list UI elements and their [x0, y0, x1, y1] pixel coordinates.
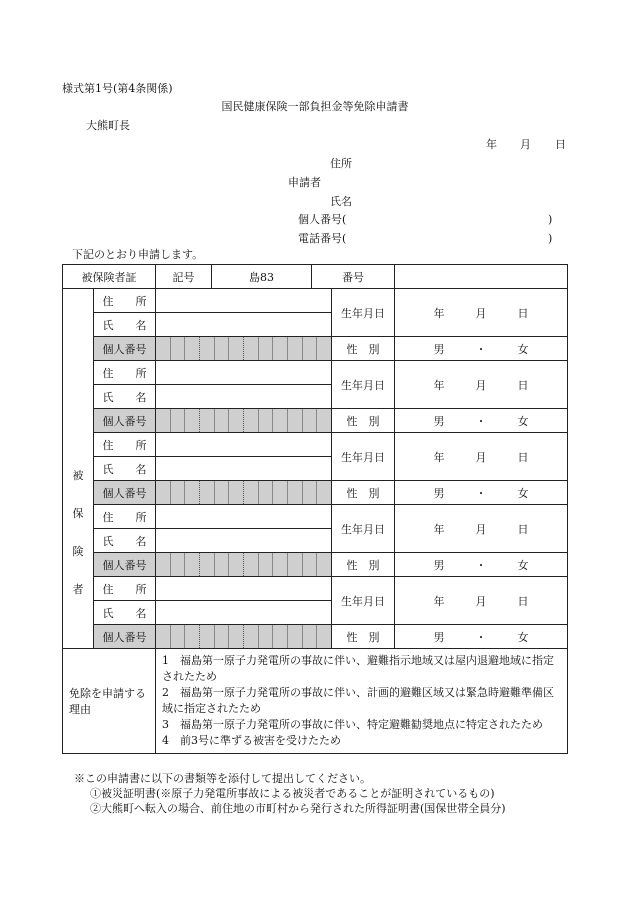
- address-label: 住 所: [94, 577, 156, 601]
- gender-label: 性 別: [332, 481, 395, 505]
- date-year-label: 年: [486, 138, 497, 151]
- birthdate-field[interactable]: 年 月 日: [395, 577, 568, 625]
- birthdate-field[interactable]: 年 月 日: [395, 505, 568, 553]
- reason-label: [63, 649, 156, 754]
- notes-main: ※この申請書に以下の書類等を添付して提出してください。: [74, 772, 371, 785]
- gender-label: 性 別: [332, 409, 395, 433]
- birthdate-field[interactable]: 年 月 日: [395, 433, 568, 481]
- personal-number-field[interactable]: [156, 337, 332, 361]
- reason-option[interactable]: 2 福島第一原子力発電所の事故に伴い、計画的避難区域又は緊急時避難準備区域に指定されたため: [162, 686, 554, 715]
- name-label: 氏 名: [94, 457, 156, 481]
- symbol-label: 記号: [156, 265, 212, 289]
- symbol-value[interactable]: 島83: [212, 265, 312, 289]
- name-field[interactable]: [156, 601, 332, 625]
- close-paren: ): [548, 232, 553, 245]
- reason-option[interactable]: 4 前3号に準ずる被害を受けたため: [162, 734, 341, 747]
- personal-number-field[interactable]: [156, 409, 332, 433]
- personal-number-field[interactable]: [156, 625, 332, 649]
- birthdate-label: 生年月日: [332, 505, 395, 553]
- address-field[interactable]: [156, 289, 332, 313]
- gender-field[interactable]: 男 ・ 女: [395, 337, 568, 361]
- reason-option[interactable]: 3 福島第一原子力発電所の事故に伴い、特定避難勧奨地点に特定されたため: [162, 718, 543, 731]
- gender-field[interactable]: 男 ・ 女: [395, 481, 568, 505]
- notes-item1: ①被災証明書(※原子力発電所事故による被災者であることが証明されているもの): [90, 787, 495, 800]
- date-month-label: 月: [520, 138, 531, 151]
- personal-number-label: 個人番号: [94, 409, 156, 433]
- applicant-address-label: 住所: [330, 157, 352, 170]
- insurance-card-label: 被保険者証: [63, 265, 156, 289]
- intro-text: 下記のとおり申請します。: [72, 248, 204, 261]
- address-label: 住 所: [94, 289, 156, 313]
- number-label: 番号: [312, 265, 395, 289]
- date-day-label: 日: [555, 138, 566, 151]
- birthdate-label: 生年月日: [332, 433, 395, 481]
- recipient: 大熊町長: [86, 119, 130, 132]
- insured-char: 者: [72, 582, 84, 596]
- reason-label-line1: 免除を申請する: [69, 687, 146, 700]
- gender-field[interactable]: 男 ・ 女: [395, 625, 568, 649]
- birthdate-label: 生年月日: [332, 361, 395, 409]
- insured-char: 険: [72, 544, 84, 558]
- number-value-field[interactable]: [395, 265, 568, 289]
- insured-label: [63, 289, 94, 649]
- name-label: 氏 名: [94, 385, 156, 409]
- form-title: 国民健康保険一部負担金等免除申請書: [221, 100, 409, 113]
- reason-options: [156, 649, 568, 754]
- reason-option[interactable]: 1 福島第一原子力発電所の事故に伴い、避難指示地域又は屋内退避地域に指定されたため: [162, 654, 554, 683]
- address-field[interactable]: [156, 433, 332, 457]
- personal-number-label: 個人番号: [94, 625, 156, 649]
- name-field[interactable]: [156, 529, 332, 553]
- address-label: 住 所: [94, 433, 156, 457]
- name-field[interactable]: [156, 313, 332, 337]
- address-label: 住 所: [94, 361, 156, 385]
- gender-label: 性 別: [332, 337, 395, 361]
- close-paren: ): [548, 213, 553, 226]
- name-field[interactable]: [156, 457, 332, 481]
- insured-char: 被: [72, 468, 84, 482]
- birthdate-label: 生年月日: [332, 577, 395, 625]
- personal-number-label: 個人番号: [94, 337, 156, 361]
- application-table: [62, 264, 568, 754]
- applicant-phone-label[interactable]: 電話番号(: [298, 232, 347, 245]
- notes-item2: ②大熊町へ転入の場合、前住地の市町村から発行された所得証明書(国保世帯全員分): [90, 802, 506, 815]
- address-label: 住 所: [94, 505, 156, 529]
- reason-label-line2: 理由: [69, 703, 91, 716]
- name-label: 氏 名: [94, 529, 156, 553]
- gender-field[interactable]: 男 ・ 女: [395, 409, 568, 433]
- applicant-name-label: 氏名: [330, 195, 352, 208]
- insured-char: 保: [72, 506, 84, 520]
- personal-number-field[interactable]: [156, 553, 332, 577]
- name-label: 氏 名: [94, 601, 156, 625]
- applicant-label: 申請者: [288, 176, 321, 189]
- personal-number-field[interactable]: [156, 481, 332, 505]
- address-field[interactable]: [156, 361, 332, 385]
- personal-number-label: 個人番号: [94, 481, 156, 505]
- gender-label: 性 別: [332, 625, 395, 649]
- personal-number-label: 個人番号: [94, 553, 156, 577]
- applicant-personal-number-label[interactable]: 個人番号(: [298, 213, 347, 226]
- gender-label: 性 別: [332, 553, 395, 577]
- birthdate-field[interactable]: 年 月 日: [395, 289, 568, 337]
- birthdate-label: 生年月日: [332, 289, 395, 337]
- birthdate-field[interactable]: 年 月 日: [395, 361, 568, 409]
- gender-field[interactable]: 男 ・ 女: [395, 553, 568, 577]
- address-field[interactable]: [156, 505, 332, 529]
- form-number: 様式第1号(第4条関係): [62, 82, 173, 95]
- name-label: 氏 名: [94, 313, 156, 337]
- name-field[interactable]: [156, 385, 332, 409]
- address-field[interactable]: [156, 577, 332, 601]
